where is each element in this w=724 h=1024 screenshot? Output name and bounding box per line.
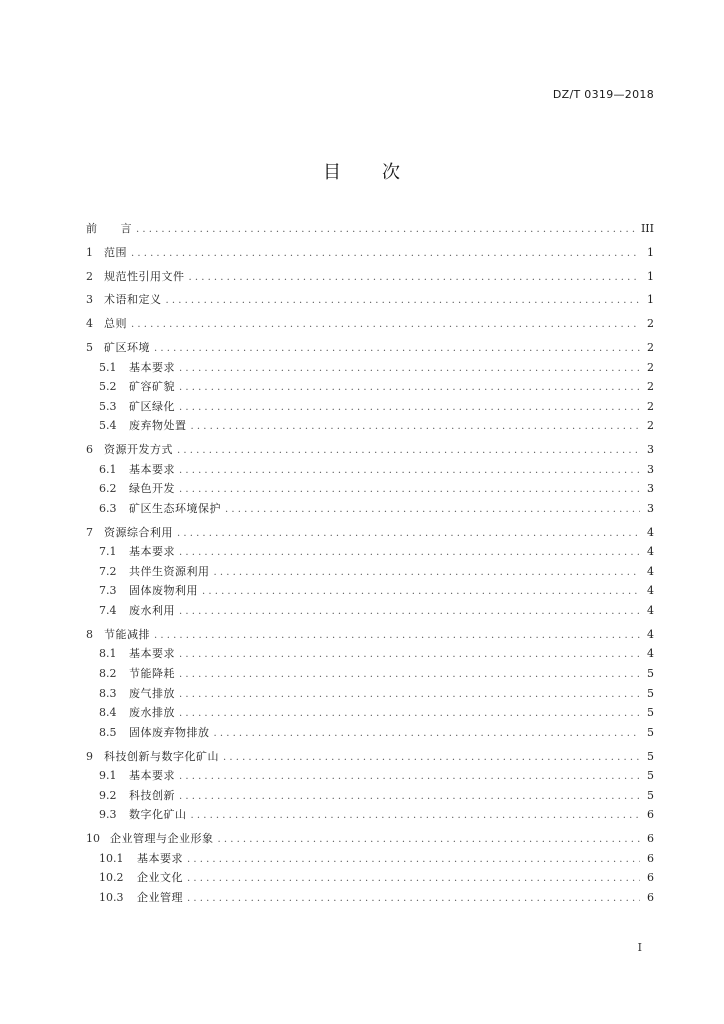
toc-entry-number: 10 xyxy=(86,832,100,846)
toc-entry-title: 基本要求 xyxy=(129,647,175,661)
toc-entry-page: 2 xyxy=(647,419,654,433)
toc-entry[interactable] xyxy=(86,542,654,562)
toc-entry-page: 5 xyxy=(647,788,654,802)
toc-dot-leader xyxy=(154,626,640,646)
toc-dot-leader xyxy=(154,339,640,359)
toc-entry-title: 企业管理与企业形象 xyxy=(110,832,214,846)
toc-entry-page: 3 xyxy=(647,482,654,496)
toc-entry-title: 矿区环境 xyxy=(104,340,150,354)
toc-entry-page: 4 xyxy=(647,584,654,598)
toc-entry[interactable] xyxy=(86,805,654,825)
toc-entry[interactable] xyxy=(86,338,654,358)
toc-dot-leader xyxy=(187,850,640,870)
toc-dot-leader xyxy=(187,869,640,889)
toc-entry-page: 4 xyxy=(647,545,654,559)
toc-entry-title: 企业管理 xyxy=(137,890,183,904)
toc-entry-number: 5 xyxy=(86,340,93,354)
toc-entry-title: 基本要求 xyxy=(129,769,175,783)
toc-entry-number: 10.3 xyxy=(99,890,124,904)
toc-entry-title: 矿区生态环境保护 xyxy=(129,501,221,515)
toc-dot-leader xyxy=(179,398,640,418)
toc-entry-page: 6 xyxy=(647,832,654,846)
toc-dot-leader xyxy=(131,315,640,335)
toc-dot-leader xyxy=(179,378,640,398)
toc-entry-page: 5 xyxy=(647,666,654,680)
toc-entry-number: 9.2 xyxy=(99,788,117,802)
toc-entry-number: 8 xyxy=(86,627,93,641)
toc-entry-number: 7.2 xyxy=(99,564,117,578)
toc-entry[interactable] xyxy=(86,829,654,849)
toc-entry-title: 基本要求 xyxy=(129,462,175,476)
toc-entry-title: 节能减排 xyxy=(104,627,150,641)
toc-entry[interactable] xyxy=(86,703,654,723)
toc-entry[interactable] xyxy=(86,243,654,263)
toc-entry-number: 7.1 xyxy=(99,545,117,559)
toc-entry-page: 4 xyxy=(647,604,654,617)
toc-dot-leader xyxy=(179,767,640,787)
toc-title-part1: 目 xyxy=(323,162,342,183)
toc-entry-title: 前 言 xyxy=(86,222,132,235)
toc-entry-page: 5 xyxy=(647,749,654,763)
toc-entry-number: 3 xyxy=(86,293,93,307)
toc-dot-leader xyxy=(223,748,640,768)
toc-entry-number: 9 xyxy=(86,749,93,763)
toc-entry[interactable] xyxy=(86,397,654,417)
toc-dot-leader xyxy=(179,359,640,379)
toc-entry[interactable] xyxy=(86,625,654,645)
toc-entry[interactable] xyxy=(86,664,654,684)
toc-entry-page: 2 xyxy=(647,380,654,394)
toc-entry[interactable] xyxy=(86,523,654,543)
toc-entry-number: 5.2 xyxy=(99,380,117,394)
toc-entry-number: 2 xyxy=(86,269,93,283)
toc-entry-page: 4 xyxy=(647,525,654,539)
toc-entry[interactable] xyxy=(86,562,654,582)
toc-entry[interactable] xyxy=(86,766,654,786)
toc-dot-leader xyxy=(179,461,640,481)
toc-entry[interactable] xyxy=(86,868,654,888)
toc-entry-number: 8.5 xyxy=(99,725,117,739)
toc-entry-page: 5 xyxy=(647,725,654,739)
toc-dot-leader xyxy=(179,685,640,705)
toc-entry[interactable] xyxy=(86,219,654,239)
toc-entry-number: 7.3 xyxy=(99,584,117,598)
toc-entry[interactable] xyxy=(86,479,654,499)
toc-entry-number: 10.2 xyxy=(99,871,124,885)
toc-entry-number: 1 xyxy=(86,245,93,259)
toc-dot-leader xyxy=(166,291,641,311)
toc-entry-title: 资源综合利用 xyxy=(104,525,173,539)
toc-entry-number: 6.3 xyxy=(99,501,117,515)
toc-entry-page: 3 xyxy=(647,501,654,515)
toc-dot-leader xyxy=(191,806,641,826)
toc-entry-page: 4 xyxy=(647,647,654,661)
toc-entry-title: 节能降耗 xyxy=(129,666,175,680)
toc-entry-page: 5 xyxy=(647,686,654,700)
toc-entry-page: 6 xyxy=(647,871,654,885)
toc-entry-number: 9.1 xyxy=(99,769,117,783)
toc-entry-page: 1 xyxy=(647,245,654,259)
toc-dot-leader xyxy=(179,602,640,622)
toc-entry[interactable] xyxy=(86,888,654,908)
toc-entry-number: 9.3 xyxy=(99,808,117,822)
toc-entry[interactable] xyxy=(86,416,654,436)
toc-entry-title: 科技创新与数字化矿山 xyxy=(104,749,219,763)
toc-entry-title: 废水利用 xyxy=(129,604,175,617)
toc-entry-page: 3 xyxy=(647,462,654,476)
toc-entry[interactable] xyxy=(86,849,654,869)
toc-entry-number: 5.3 xyxy=(99,399,117,413)
toc-dot-leader xyxy=(131,244,640,264)
toc-entry-title: 基本要求 xyxy=(129,545,175,559)
toc-entry-number: 8.1 xyxy=(99,647,117,661)
toc-dot-leader xyxy=(218,830,641,850)
toc-entry-page: III xyxy=(640,222,654,235)
toc-entry-number: 6.1 xyxy=(99,462,117,476)
toc-entry-title: 范围 xyxy=(104,245,127,259)
toc-entry-page: 5 xyxy=(647,769,654,783)
toc-dot-leader xyxy=(177,524,640,544)
toc-entry-number: 10.1 xyxy=(99,851,124,865)
toc-entry-title: 矿容矿貌 xyxy=(129,380,175,394)
page-number: I xyxy=(637,941,642,954)
toc-entry-page: 1 xyxy=(647,293,654,307)
toc-entry-title: 废气排放 xyxy=(129,686,175,700)
toc-entry[interactable] xyxy=(86,460,654,480)
toc-dot-leader xyxy=(179,645,640,665)
toc-entry-title: 资源开发方式 xyxy=(104,443,173,457)
toc-entry-title: 共伴生资源利用 xyxy=(129,564,210,578)
toc-entry-title: 基本要求 xyxy=(137,851,183,865)
toc-entry-title: 废弃物处置 xyxy=(129,419,187,433)
toc-entry[interactable] xyxy=(86,601,654,621)
toc-entry-title: 废水排放 xyxy=(129,706,175,720)
toc-dot-leader xyxy=(179,480,640,500)
toc-entry[interactable] xyxy=(86,377,654,397)
toc-entry-title: 数字化矿山 xyxy=(129,808,187,822)
toc-entry-title: 规范性引用文件 xyxy=(104,269,185,283)
toc-entry[interactable] xyxy=(86,581,654,601)
toc-entry-title: 基本要求 xyxy=(129,360,175,374)
toc-entry-page: 6 xyxy=(647,890,654,904)
toc-dot-leader xyxy=(187,889,640,909)
toc-dot-leader xyxy=(179,543,640,563)
toc-entry[interactable] xyxy=(86,723,654,743)
toc-entry[interactable] xyxy=(86,684,654,704)
toc-entry-number: 8.4 xyxy=(99,706,117,720)
toc-entry[interactable] xyxy=(86,499,654,519)
toc-dot-leader xyxy=(179,665,640,685)
toc-entry-title: 科技创新 xyxy=(129,788,175,802)
toc-dot-leader xyxy=(202,582,640,602)
toc-entry-number: 5.1 xyxy=(99,360,117,374)
toc-entry[interactable] xyxy=(86,644,654,664)
toc-title xyxy=(0,158,724,184)
toc-entry[interactable] xyxy=(86,290,654,310)
toc-entry[interactable] xyxy=(86,267,654,287)
toc-entry-title: 矿区绿化 xyxy=(129,399,175,413)
toc-dot-leader xyxy=(225,500,640,520)
toc-title-part2: 次 xyxy=(382,162,401,183)
toc-entry-page: 2 xyxy=(647,360,654,374)
toc-dot-leader xyxy=(214,724,641,744)
toc-entry-title: 绿色开发 xyxy=(129,482,175,496)
toc-entry[interactable] xyxy=(86,786,654,806)
toc-entry-title: 术语和定义 xyxy=(104,293,162,307)
toc-entry-page: 6 xyxy=(647,851,654,865)
toc-entry-page: 5 xyxy=(647,706,654,720)
toc-entry-page: 2 xyxy=(647,399,654,413)
toc-entry-number: 6.2 xyxy=(99,482,117,496)
toc-entry-number: 7 xyxy=(86,525,93,539)
toc-entry-title: 企业文化 xyxy=(137,871,183,885)
toc-dot-leader xyxy=(177,441,640,461)
toc-dot-leader xyxy=(189,268,641,288)
toc-entry[interactable] xyxy=(86,440,654,460)
toc-entry-page: 2 xyxy=(647,317,654,331)
toc-dot-leader xyxy=(179,704,640,724)
toc-entry-number: 6 xyxy=(86,443,93,457)
toc-dot-leader xyxy=(136,220,637,240)
table-of-contents xyxy=(86,219,654,907)
toc-dot-leader xyxy=(214,563,641,583)
toc-entry-number: 8.3 xyxy=(99,686,117,700)
toc-entry-page: 6 xyxy=(647,808,654,822)
toc-dot-leader xyxy=(191,417,641,437)
toc-entry-page: 1 xyxy=(647,269,654,283)
toc-entry-number: 4 xyxy=(86,317,93,331)
toc-entry-page: 4 xyxy=(647,564,654,578)
toc-entry[interactable] xyxy=(86,314,654,334)
toc-entry[interactable] xyxy=(86,358,654,378)
toc-entry-number: 5.4 xyxy=(99,419,117,433)
toc-entry[interactable] xyxy=(86,747,654,767)
document-code: DZ/T 0319—2018 xyxy=(552,88,654,101)
toc-entry-number: 7.4 xyxy=(99,604,117,617)
toc-entry-page: 3 xyxy=(647,443,654,457)
toc-entry-title: 固体废弃物排放 xyxy=(129,725,210,739)
toc-entry-title: 总则 xyxy=(104,317,127,331)
toc-entry-page: 2 xyxy=(647,340,654,354)
toc-dot-leader xyxy=(179,787,640,807)
toc-entry-page: 4 xyxy=(647,627,654,641)
toc-entry-number: 8.2 xyxy=(99,666,117,680)
toc-entry-title: 固体废物利用 xyxy=(129,584,198,598)
